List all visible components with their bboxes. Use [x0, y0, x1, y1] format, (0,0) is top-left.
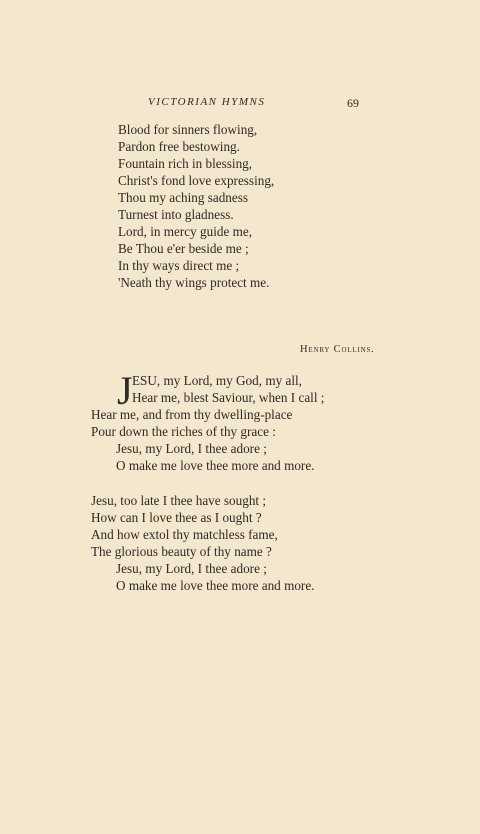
poem-line: Thou my aching sadness	[118, 190, 249, 205]
poem-line: Hear me, and from thy dwelling-place	[91, 407, 293, 422]
poem-line: Christ's fond love expressing,	[118, 173, 275, 188]
running-title: VICTORIAN HYMNS	[148, 96, 266, 108]
page-number: 69	[347, 96, 359, 110]
poem-line: Turnest into gladness.	[118, 207, 234, 222]
poem-line: Pardon free bestowing.	[118, 139, 240, 154]
poem-line: Lord, in mercy guide me,	[118, 224, 253, 239]
poem-line: O make me love thee more and more.	[116, 578, 315, 593]
running-head	[0, 96, 480, 112]
poem-line: Jesu, my Lord, I thee adore ;	[116, 441, 267, 456]
poem-line: Hear me, blest Saviour, when I call ;	[132, 390, 325, 405]
poem-line: Pour down the riches of thy grace :	[91, 424, 276, 439]
poem-line: Jesu, too late I thee have sought ;	[91, 493, 267, 508]
poem-line: 'Neath thy wings protect me.	[118, 275, 270, 290]
poem-line: And how extol thy matchless fame,	[91, 527, 278, 542]
hymn-author: Henry Collins.	[300, 344, 375, 355]
poem-line: Blood for sinners flowing,	[118, 122, 258, 137]
drop-cap: J	[117, 368, 133, 413]
poem-line: The glorious beauty of thy name ?	[91, 544, 272, 559]
poem-line: ESU, my Lord, my God, my all,	[132, 373, 302, 388]
poem-line: How can I love thee as I ought ?	[91, 510, 262, 525]
poem-line: Jesu, my Lord, I thee adore ;	[116, 561, 267, 576]
poem-line: O make me love thee more and more.	[116, 458, 315, 473]
poem-line: Be Thou e'er beside me ;	[118, 241, 249, 256]
poem-line: Fountain rich in blessing,	[118, 156, 253, 171]
poem-line: In thy ways direct me ;	[118, 258, 240, 273]
